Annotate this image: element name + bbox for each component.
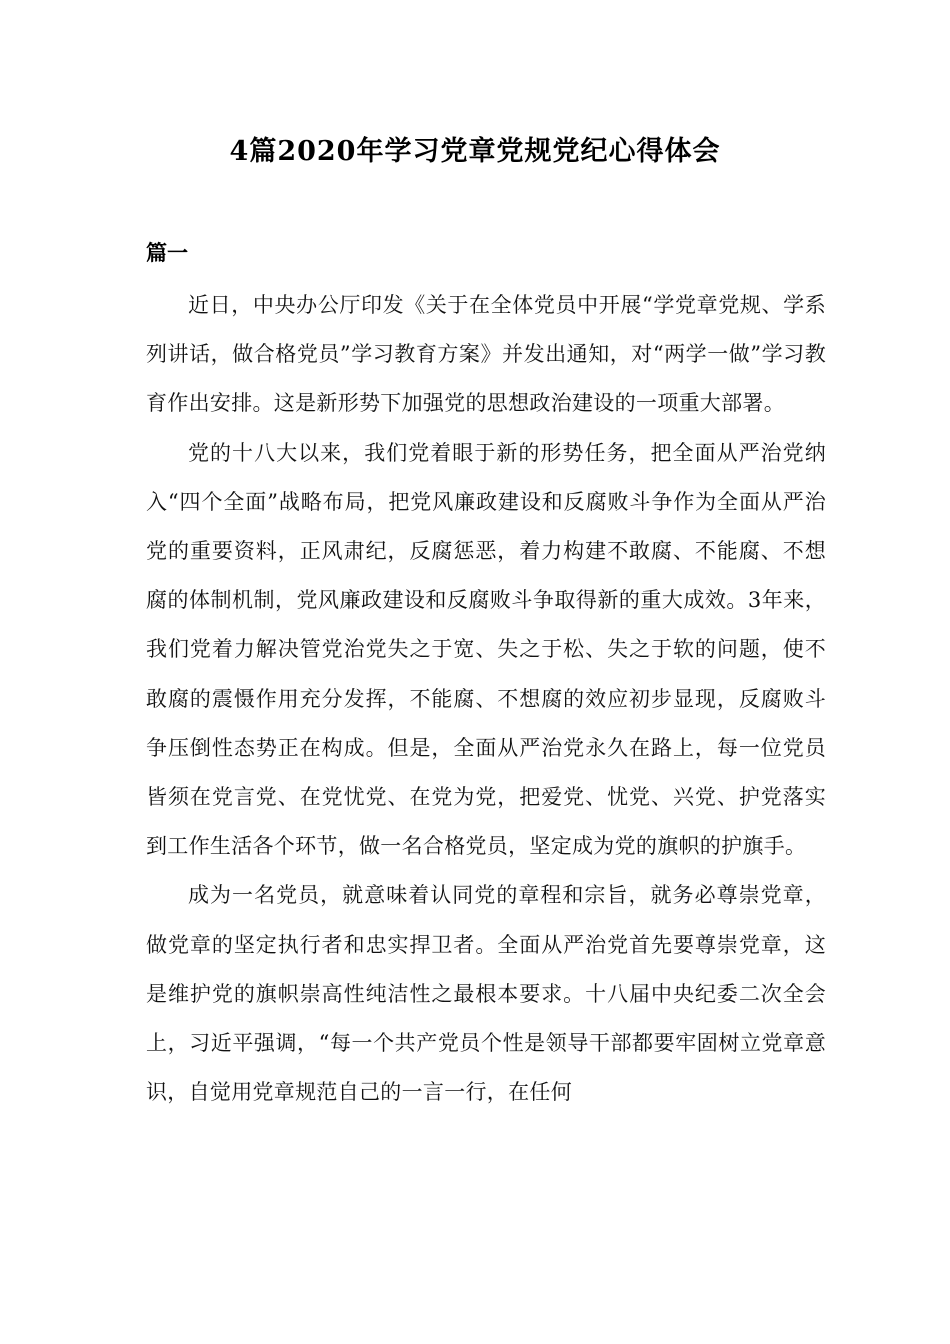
section-heading: 篇一 xyxy=(146,240,188,265)
paragraph: 党的十八大以来，我们党着眼于新的形势任务，把全面从严治党纳入“四个全面”战略布局，把党风廉政建设和反腐败斗争作为全面从严治党的重要资料，正风肃纪，反腐惩恶，着力构建不敢腐、不能腐、不想腐的体制机制，党风廉政建设和反腐败斗争取得新的重大成效。3年来，我们党着力解决管党治党失之于宽、失之于松、失之于软的问题，使不敢腐的震慑作用充分发挥，不能腐、不想腐的效应初步显现，反腐败斗争压倒性态势正在构成。但是，全面从严治党永久在路上，每一位党员皆须在党言党、在党忧党、在党为党，把爱党、忧党、兴党、护党落实到工作生活各个环节，做一名合格党员，坚定成为党的旗帜的护旗手。 xyxy=(146,440,826,859)
paragraph: 近日，中央办公厅印发《关于在全体党员中开展“学党章党规、学系列讲话，做合格党员”学习教育方案》并发出通知，对“两学一做”学习教育作出安排。这是新形势下加强党的思想政治建设的一项重大部署。 xyxy=(146,293,826,416)
document-body xyxy=(146,281,826,1117)
document-title: 4篇2020年学习党章党规党纪心得体会 xyxy=(229,136,721,167)
paragraph: 成为一名党员，就意味着认同党的章程和宗旨，就务必尊崇党章，做党章的坚定执行者和忠实捍卫者。全面从严治党首先要尊崇党章，这是维护党的旗帜崇高性纯洁性之最根本要求。十八届中央纪委二次全会上，习近平强调，“每一个共产党员个性是领导干部都要牢固树立党章意识，自觉用党章规范自己的一言一行，在任何 xyxy=(146,883,826,1105)
